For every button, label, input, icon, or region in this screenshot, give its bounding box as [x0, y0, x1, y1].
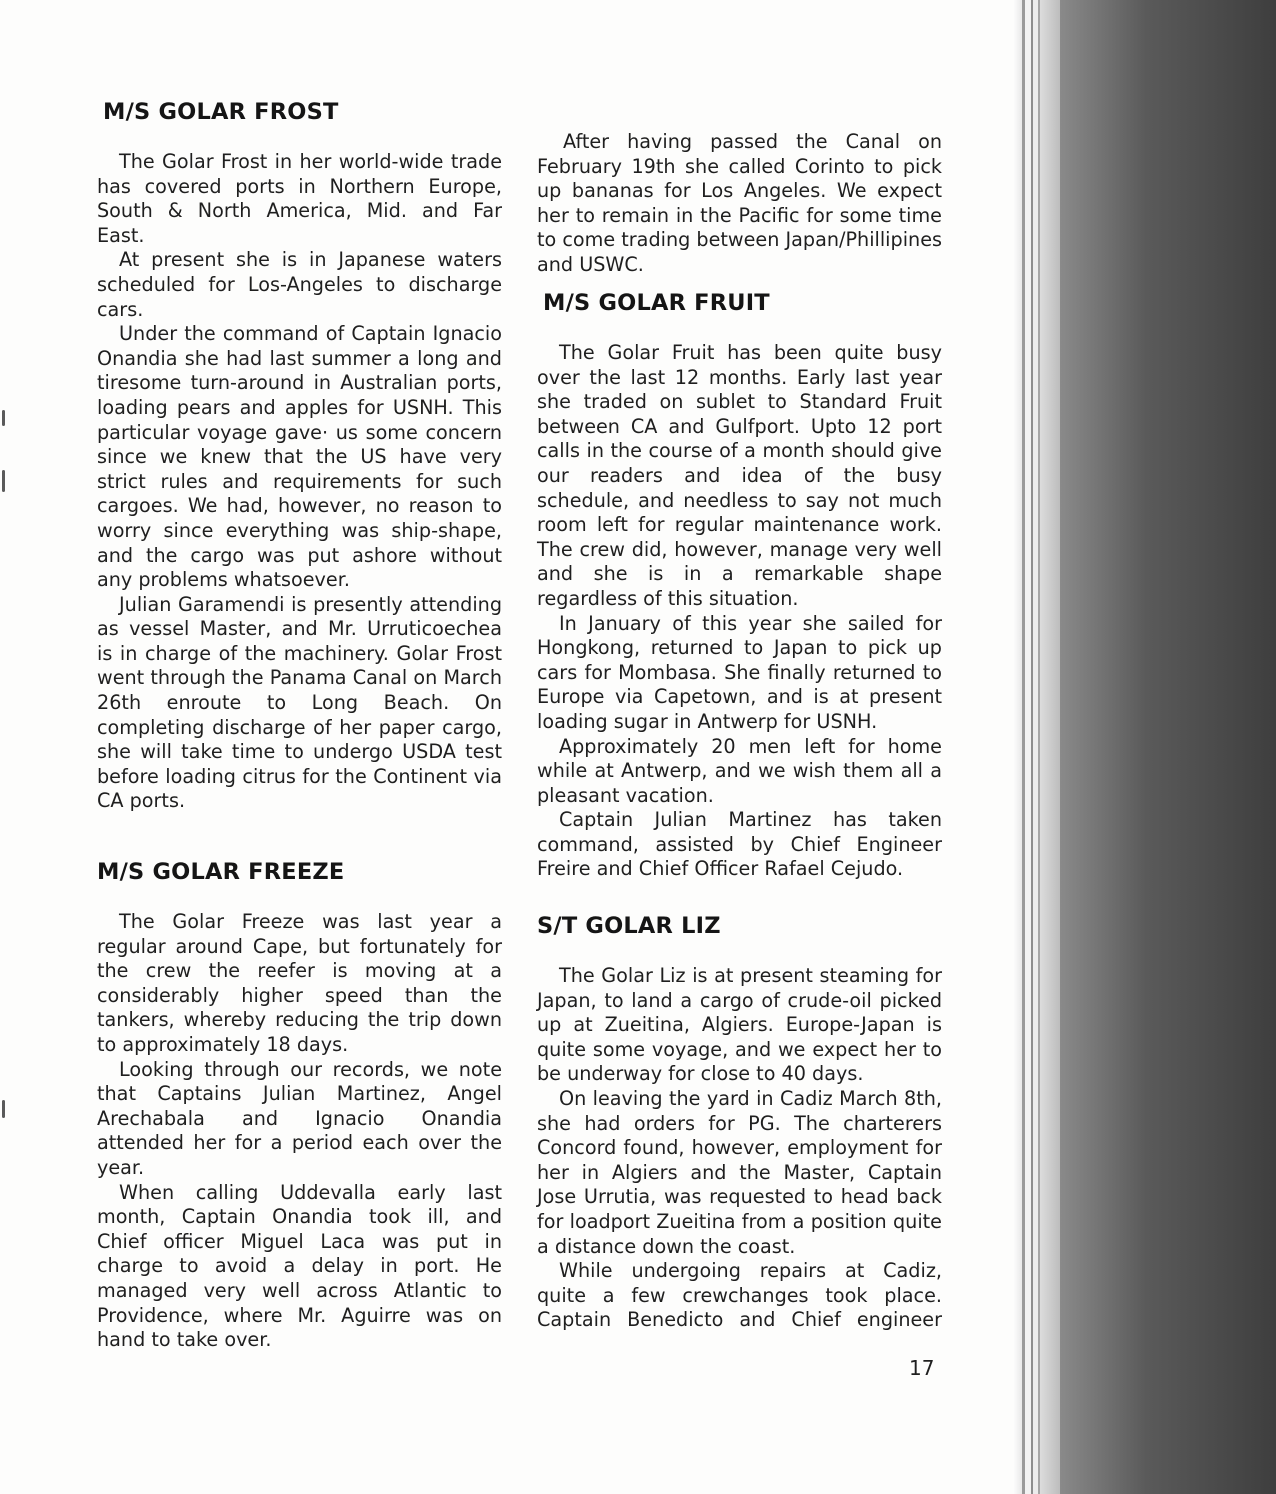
- paragraph: The Golar Fruit has been quite busy over the last 12 months. Early last year she traded on sublet to Standard Fruit between CA and Gulfport. Upto 12 port calls in the course of a month should give our readers and idea of the busy schedule, and needless to say not much room left for regular maintenance work. The crew did, however, manage very well and she is in a remarkable shape regardless of this situation.: [537, 341, 942, 610]
- scan-mark: [2, 410, 5, 426]
- section-heading: S/T GOLAR LIZ: [537, 913, 721, 939]
- section-golar-freeze: [97, 858, 502, 1353]
- scan-mark: [2, 1100, 5, 1118]
- page-number: 17: [909, 1356, 935, 1380]
- section-continued: [537, 130, 942, 278]
- scan-mark: [2, 470, 5, 492]
- paragraph: When calling Uddevalla early last month, Captain Onandia took ill, and Chief officer Miguel Laca was put in charge to avoid a delay in port. He managed very well across Atlantic to Providence, where Mr. Aguirre was on hand to take over.: [97, 1180, 502, 1352]
- paragraph: At present she is in Japanese waters scheduled for Los-Angeles to discharge cars.: [97, 248, 502, 321]
- paragraph: While undergoing repairs at Cadiz, quite a few crewchanges took place. Captain Benedicto and Chief engineer: [537, 1259, 942, 1332]
- paragraph: Approximately 20 men left for home while at Antwerp, and we wish them all a pleasant vacation.: [537, 734, 942, 807]
- paragraph: Under the command of Captain Ignacio Onandia she had last summer a long and tiresome turn-around in Australian ports, loading pears and apples for USNH. This particular voyage gave· us some concern since we knew that the US have very strict rules and requirements for such cargoes. We had, however, no reason to worry since everything was ship-shape, and the cargo was put ashore without any problems whatsoever.: [97, 322, 502, 592]
- section-golar-liz: [537, 912, 942, 1333]
- paragraph: After having passed the Canal on February 19th she called Corinto to pick up bananas for Los Angeles. We expect her to remain in the Pacific for some time to come trading between Japan/Phillipines and USWC.: [537, 130, 942, 276]
- paragraph: The Golar Frost in her world-wide trade has covered ports in Northern Europe, South & North America, Mid. and Far East.: [97, 150, 502, 247]
- paragraph: The Golar Freeze was last year a regular around Cape, but fortunately for the crew the reefer is moving at a considerably higher speed than the tankers, whereby reducing the trip down to approximately 18 days.: [97, 910, 502, 1056]
- section-heading: M/S GOLAR FREEZE: [97, 859, 345, 885]
- paragraph: Captain Julian Martinez has taken command, assisted by Chief Engineer Freire and Chief Officer Rafael Cejudo.: [537, 808, 942, 881]
- paragraph: On leaving the yard in Cadiz March 8th, she had orders for PG. The charterers Concord found, however, employment for her in Algiers and the Master, Captain Jose Urrutia, was requested to head back for loadport Zueitina from a position quite a distance down the coast.: [537, 1086, 942, 1258]
- section-golar-fruit: [537, 289, 942, 882]
- section-golar-frost: [97, 98, 502, 814]
- section-heading: M/S GOLAR FROST: [103, 99, 339, 125]
- paragraph: Julian Garamendi is presently attending as vessel Master, and Mr. Urruticoechea is in charge of the machinery. Golar Frost went through the Panama Canal on March 26th enroute to Long Beach. On completing discharge of her paper cargo, she will take time to undergo USDA test before loading citrus for the Continent via CA ports.: [97, 592, 502, 813]
- paragraph: The Golar Liz is at present steaming for Japan, to land a cargo of crude-oil picked up at Zueitina, Algiers. Europe-Japan is quite some voyage, and we expect her to be underway for close to 40 days.: [537, 964, 942, 1086]
- paragraph: Looking through our records, we note that Captains Julian Martinez, Angel Arechabala and Ignacio Onandia attended her for a period each over the year.: [97, 1057, 502, 1179]
- section-heading: M/S GOLAR FRUIT: [543, 290, 770, 316]
- paragraph: In January of this year she sailed for Hongkong, returned to Japan to pick up cars for Mombasa. She finally returned to Europe via Capetown, and is at present loading sugar in Antwerp for USNH.: [537, 611, 942, 733]
- page-stack-edge: [1014, 0, 1276, 1494]
